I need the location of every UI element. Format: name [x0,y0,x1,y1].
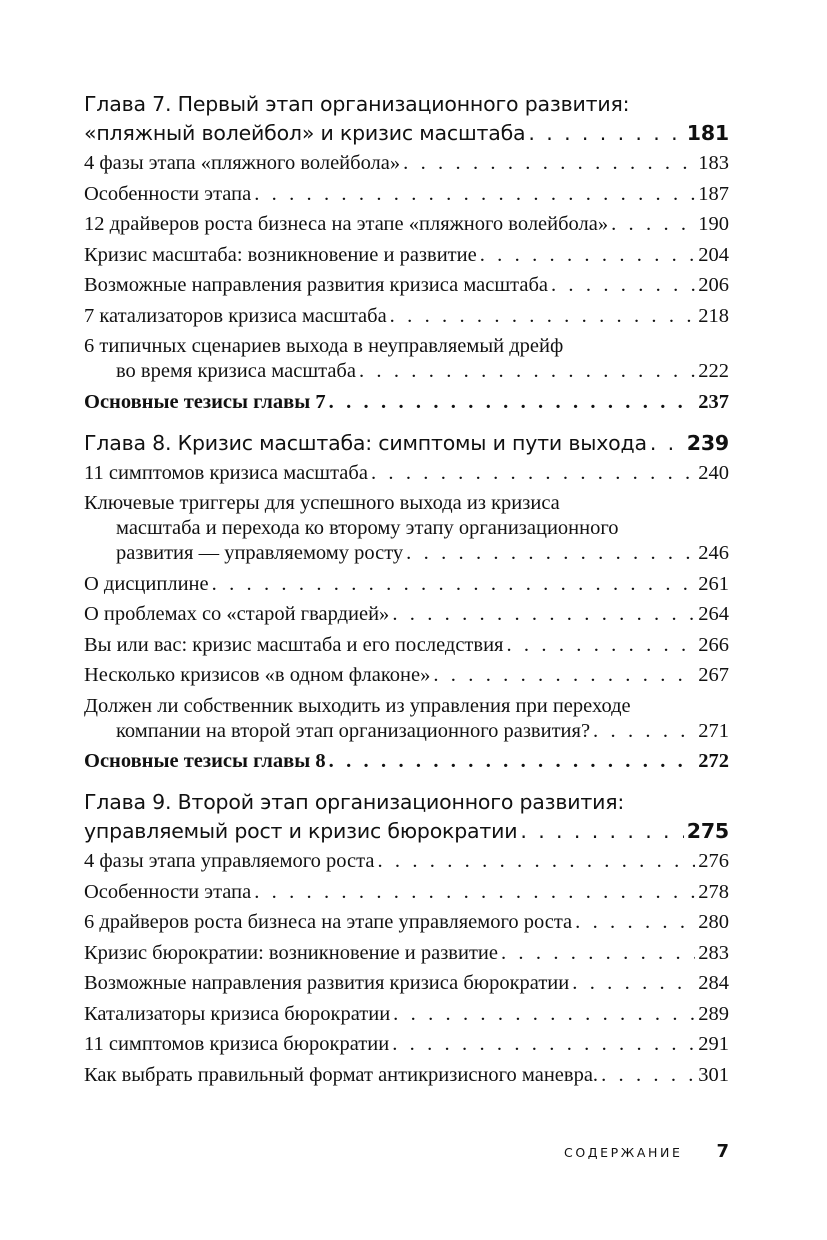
entry-page-number: 271 [698,719,729,742]
entry-text-line: 11 симптомов кризиса бюрократии [84,1033,390,1055]
toc-entry[interactable] [84,491,729,566]
toc-entry[interactable] [84,633,729,658]
entry-text-line: Кризис масштаба: возникновение и развитие [84,243,477,266]
dot-leader [403,151,695,176]
entry-page-number: 264 [698,603,729,625]
dot-leader [329,390,696,415]
entry-text-line: 7 катализаторов кризиса масштаба [84,304,387,327]
entry-text-line: 11 симптомов кризиса масштаба [84,461,368,484]
dot-leader [329,749,696,774]
toc-entry[interactable] [84,273,729,298]
entry-text-line: Вы или вас: кризис масштаба и его последствия [84,633,504,656]
entry-page-number: 261 [698,572,729,595]
dot-leader [593,719,695,744]
chapter-title-line: Глава 9. Второй этап организационного развития: [84,790,625,814]
toc-entry[interactable] [84,694,729,744]
toc-entry[interactable] [84,663,729,688]
entry-page-number: 267 [698,664,729,686]
chapter-page-number: 275 [686,819,729,843]
toc-entry[interactable] [84,1063,729,1088]
chapter-title-line: «пляжный волейбол» и кризис масштаба [84,121,526,145]
dot-leader [611,212,695,237]
toc-entry[interactable] [84,880,729,905]
entry-text-line: Несколько кризисов «в одном флаконе» [84,664,431,686]
entry-page-number: 291 [698,1033,729,1055]
entry-text-line: 4 фазы этапа «пляжного волейбола» [84,152,401,174]
entry-text-line: О проблемах со «старой гвардией» [84,603,390,625]
entry-text-line: Ключевые триггеры для успешного выхода из кризиса [84,492,560,514]
entry-page-number: 289 [698,1002,729,1025]
dot-leader [520,817,683,846]
dot-leader [650,429,684,458]
entry-text-line: развития — управляемому росту [116,542,404,564]
toc-entry[interactable] [84,304,729,329]
table-of-contents [84,90,729,1093]
toc-entry[interactable] [84,243,729,268]
dot-leader [392,1032,695,1057]
chapter-page-number: 239 [686,430,729,455]
entry-text-line: 6 драйверов роста бизнеса на этапе управляемого роста [84,911,573,933]
dot-leader [371,461,695,486]
toc-entry[interactable] [84,941,729,966]
dot-leader [575,910,695,935]
entry-text-line: Кризис бюрократии: возникновение и развитие [84,941,498,964]
dot-leader [254,182,695,207]
toc-entry[interactable] [84,182,729,207]
entry-page-number: 272 [698,750,729,772]
entry-page-number: 204 [698,243,729,266]
chapter-summary-entry[interactable] [84,390,729,415]
toc-entry[interactable] [84,334,729,384]
dot-leader [551,273,695,298]
toc-entry[interactable] [84,1002,729,1027]
entry-text-line: Катализаторы кризиса бюрократии [84,1002,391,1025]
entry-page-number: 240 [698,461,729,484]
toc-entry[interactable] [84,910,729,935]
page-footer [84,1141,729,1169]
entry-page-number: 301 [698,1063,729,1086]
toc-entry[interactable] [84,1032,729,1057]
dot-leader [528,119,683,148]
entry-text-line: Возможные направления развития кризиса бюрократии [84,972,570,994]
entry-text-line: во время кризиса масштаба [116,360,356,382]
entry-page-number: 190 [698,213,729,235]
dot-leader [377,849,695,874]
page-number: 7 [716,1141,729,1162]
entry-page-number: 183 [698,152,729,174]
entry-page-number: 280 [698,911,729,933]
entry-page-number: 284 [698,972,729,994]
entry-text-line: О дисциплине [84,572,209,595]
dot-leader [359,359,695,384]
entry-page-number: 278 [698,880,729,903]
toc-entry[interactable] [84,151,729,176]
entry-text-line: Должен ли собственник выходить из управления при переходе [84,694,631,717]
running-header-label: СОДЕРЖАНИЕ [564,1145,683,1160]
dot-leader [572,971,695,996]
entry-page-number: 222 [698,360,729,382]
entry-page-number: 266 [698,633,729,656]
toc-entry[interactable] [84,602,729,627]
dot-leader [390,304,696,329]
toc-entry[interactable] [84,849,729,874]
entry-text-line: компании на второй этап организационного развития? [116,719,591,742]
dot-leader [393,1002,695,1027]
dot-leader [392,602,695,627]
entry-text-line: масштаба и перехода ко второму этапу организационного [116,517,619,539]
toc-entry[interactable] [84,461,729,486]
toc-entry[interactable] [84,572,729,597]
chapter-title-line: Глава 8. Кризис масштаба: симптомы и пути выхода [84,430,647,455]
chapter-title-line: Глава 7. Первый этап организационного развития: [84,92,630,116]
dot-leader [212,572,696,597]
chapter-title-line: управляемый рост и кризис бюрократии [84,819,518,843]
entry-page-number: 187 [698,182,729,205]
entry-page-number: 237 [698,390,729,413]
entry-page-number: 276 [698,850,729,872]
chapter-summary-entry[interactable] [84,749,729,774]
chapter-heading[interactable] [84,90,729,148]
toc-entry[interactable] [84,212,729,237]
dot-leader [480,243,696,268]
entry-page-number: 246 [698,542,729,564]
chapter-page-number: 181 [686,121,729,145]
entry-text-line: Особенности этапа [84,880,252,903]
dot-leader [501,941,695,966]
entry-text-line: 12 драйверов роста бизнеса на этапе «пляжного волейбола» [84,213,609,235]
dot-leader [601,1063,695,1088]
entry-page-number: 283 [698,941,729,964]
toc-entry[interactable] [84,971,729,996]
dot-leader [506,633,695,658]
dot-leader [433,663,695,688]
entry-page-number: 206 [698,274,729,296]
entry-text-line: Особенности этапа [84,182,252,205]
entry-page-number: 218 [698,304,729,327]
entry-text-line: Возможные направления развития кризиса масштаба [84,274,548,296]
entry-text-line: Основные тезисы главы 8 [84,750,326,772]
chapter-heading[interactable] [84,429,729,458]
entry-text-line: 6 типичных сценариев выхода в неуправляемый дрейф [84,335,564,357]
entry-text-line: Основные тезисы главы 7 [84,390,326,413]
chapter-heading[interactable] [84,788,729,846]
dot-leader [406,541,695,566]
dot-leader [254,880,695,905]
entry-text-line: 4 фазы этапа управляемого роста [84,850,375,872]
entry-text-line: Как выбрать правильный формат антикризисного маневра. [84,1063,599,1086]
